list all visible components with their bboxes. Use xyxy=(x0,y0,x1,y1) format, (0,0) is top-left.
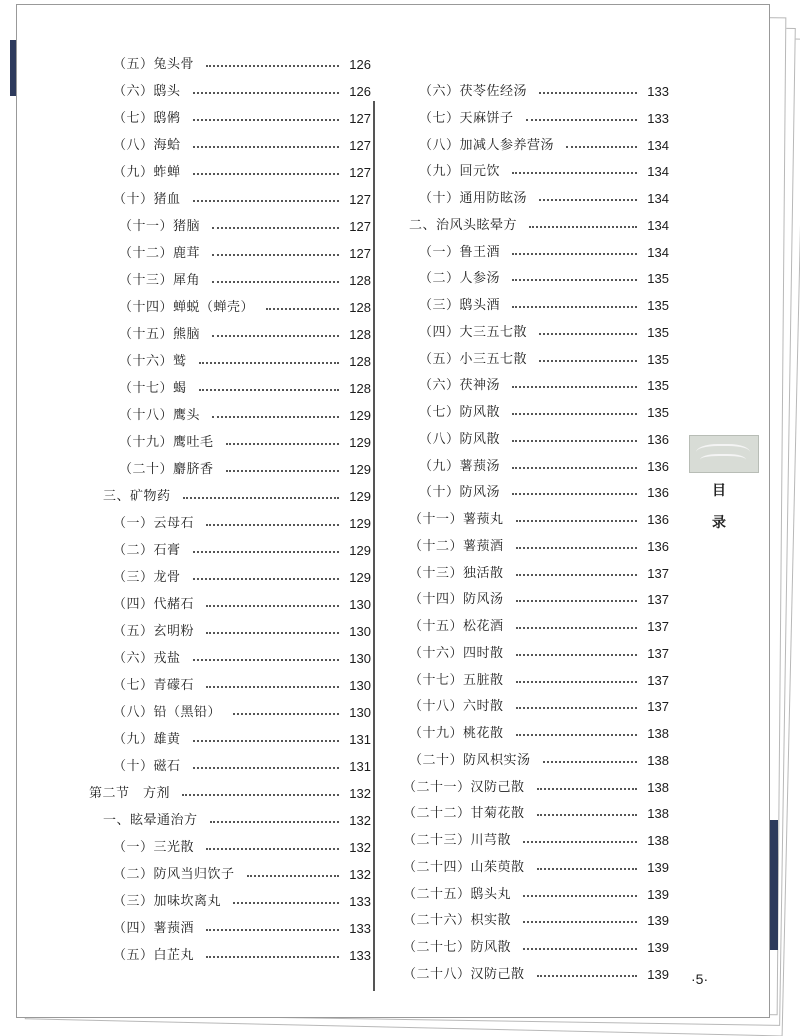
leader-dots xyxy=(537,788,638,790)
toc-entry xyxy=(409,211,669,233)
leader-dots xyxy=(193,173,340,175)
toc-entry xyxy=(113,77,371,99)
toc-entry-page: 137 xyxy=(647,672,669,688)
leader-dots xyxy=(512,413,637,415)
leader-dots xyxy=(199,389,340,391)
toc-entry-label: （二十七）防风散 xyxy=(403,940,512,955)
leader-dots xyxy=(512,306,637,308)
leader-dots xyxy=(566,146,637,148)
toc-entry-page: 134 xyxy=(647,164,669,180)
toc-entry xyxy=(119,374,371,396)
toc-entry xyxy=(419,184,669,206)
toc-entry xyxy=(113,833,371,855)
toc-entry xyxy=(113,509,371,531)
leader-dots xyxy=(206,848,339,850)
toc-entry-page: 128 xyxy=(349,381,371,396)
toc-entry-page: 139 xyxy=(647,913,669,929)
page-number: ·5· xyxy=(691,971,709,987)
toc-entry-page: 128 xyxy=(349,273,371,288)
toc-entry-label: （四）薯蓣酒 xyxy=(113,921,195,936)
toc-entry-label: （十）磁石 xyxy=(113,759,181,774)
toc-entry-label: （二）防风当归饮子 xyxy=(113,867,235,882)
toc-entry-page: 130 xyxy=(349,624,371,639)
toc-entry-label: （二十四）山茱萸散 xyxy=(403,859,525,875)
toc-entry xyxy=(113,860,371,882)
toc-entry xyxy=(403,880,669,902)
leader-dots xyxy=(193,92,340,94)
toc-entry xyxy=(409,719,669,741)
toc-entry xyxy=(113,50,371,72)
toc-entry xyxy=(119,212,371,234)
leader-dots xyxy=(512,467,637,469)
toc-entry-page: 132 xyxy=(349,786,371,801)
toc-entry-label: （八）加减人参养营汤 xyxy=(419,137,555,153)
toc-page xyxy=(16,4,770,1018)
toc-entry xyxy=(119,266,371,288)
toc-entry-page: 138 xyxy=(647,833,669,848)
toc-entry-page: 127 xyxy=(349,111,371,126)
toc-entry-page: 139 xyxy=(647,940,669,955)
toc-entry xyxy=(419,371,669,393)
toc-entry xyxy=(113,536,371,558)
toc-entry-label: 二、治风头眩晕方 xyxy=(409,217,518,233)
toc-entry-label: （十九）桃花散 xyxy=(409,726,504,741)
toc-entry-page: 131 xyxy=(349,732,371,747)
toc-entry-label: 一、眩晕通治方 xyxy=(103,813,198,828)
toc-entry-page: 127 xyxy=(349,246,371,261)
side-label-char: 目 xyxy=(712,483,728,499)
toc-entry xyxy=(409,559,669,581)
toc-entry xyxy=(403,960,669,982)
toc-entry-page: 133 xyxy=(647,110,669,126)
leader-dots xyxy=(529,226,637,228)
leader-dots xyxy=(212,416,339,418)
toc-entry xyxy=(419,398,669,420)
toc-entry-page: 127 xyxy=(349,219,371,234)
toc-entry xyxy=(113,644,371,666)
toc-entry-page: 134 xyxy=(647,137,669,153)
toc-entry-page: 128 xyxy=(349,354,371,369)
toc-entry-label: （二十一）汉防己散 xyxy=(403,779,525,795)
toc-entry-page: 132 xyxy=(349,813,371,828)
leader-dots xyxy=(516,681,638,683)
toc-entry-page: 130 xyxy=(349,678,371,693)
toc-entry-page: 127 xyxy=(349,192,371,207)
toc-entry-page: 130 xyxy=(349,705,371,720)
toc-entry-page: 137 xyxy=(647,619,669,634)
toc-entry xyxy=(113,752,371,774)
toc-entry-label: （七）鸱鸺 xyxy=(113,111,181,126)
toc-entry-page: 132 xyxy=(349,840,371,855)
toc-entry xyxy=(89,779,371,801)
toc-entry-label: （九）回元饮 xyxy=(419,164,501,180)
toc-entry-label: （六）鸱头 xyxy=(113,84,181,99)
toc-entry-page: 127 xyxy=(349,165,371,180)
toc-entry-page: 137 xyxy=(647,645,669,661)
toc-entry-page: 129 xyxy=(349,435,371,450)
toc-entry-label: （十一）薯蓣丸 xyxy=(409,512,504,527)
toc-entry-page: 135 xyxy=(647,324,669,340)
toc-entry-page: 135 xyxy=(647,298,669,313)
leader-dots xyxy=(206,65,339,67)
toc-entry-label: （十二）鹿茸 xyxy=(119,246,201,261)
toc-entry xyxy=(113,563,371,585)
leader-dots xyxy=(210,821,340,823)
leader-dots xyxy=(523,895,637,897)
toc-entry-label: （一）云母石 xyxy=(113,516,195,531)
toc-entry-label: （十四）防风汤 xyxy=(409,592,504,608)
leader-dots xyxy=(193,578,340,580)
toc-entry-page: 136 xyxy=(647,458,669,474)
toc-entry-label: （五）小三五七散 xyxy=(419,351,528,367)
leader-dots xyxy=(512,386,637,388)
toc-entry-label: （二十二）甘菊花散 xyxy=(403,806,525,822)
toc-entry-page: 133 xyxy=(349,948,371,963)
toc-entry-page: 136 xyxy=(647,512,669,527)
toc-entry xyxy=(403,906,669,928)
toc-entry-page: 127 xyxy=(349,138,371,153)
toc-entry-page: 130 xyxy=(349,597,371,612)
toc-entry-page: 129 xyxy=(349,408,371,423)
toc-entry xyxy=(403,933,669,955)
toc-entry xyxy=(419,238,669,260)
toc-entry xyxy=(119,239,371,261)
toc-entry-page: 133 xyxy=(349,894,371,909)
toc-entry xyxy=(113,887,371,909)
toc-entry xyxy=(113,590,371,612)
toc-entry-label: （十三）犀角 xyxy=(119,273,201,288)
toc-entry-label: （九）薯蓣汤 xyxy=(419,458,501,474)
toc-entry-page: 136 xyxy=(647,431,669,447)
toc-entry xyxy=(419,131,669,153)
toc-entry-label: （二十）麝脐香 xyxy=(119,462,214,477)
toc-entry xyxy=(113,725,371,747)
toc-entry xyxy=(119,401,371,423)
leader-dots xyxy=(516,574,638,576)
toc-entry-label: （六）茯苓佐经汤 xyxy=(419,84,528,99)
toc-entry-page: 128 xyxy=(349,300,371,315)
toc-entry xyxy=(113,671,371,693)
toc-entry-page: 136 xyxy=(647,538,669,554)
toc-entry-label: （十六）四时散 xyxy=(409,645,504,661)
toc-entry-page: 135 xyxy=(647,351,669,367)
toc-entry-label: （二十）防风枳实汤 xyxy=(409,752,531,768)
leader-dots xyxy=(537,814,638,816)
toc-entry xyxy=(409,639,669,661)
toc-entry-label: （五）玄明粉 xyxy=(113,624,195,639)
toc-entry-label: （二）石膏 xyxy=(113,543,181,558)
toc-entry xyxy=(113,617,371,639)
toc-entry xyxy=(419,478,669,500)
toc-entry-page: 138 xyxy=(647,726,669,741)
toc-entry-label: （十二）薯蓣酒 xyxy=(409,538,504,554)
leader-dots xyxy=(266,308,339,310)
toc-entry xyxy=(409,585,669,607)
toc-entry-label: （十五）熊脑 xyxy=(119,327,201,342)
leader-dots xyxy=(193,119,340,121)
leader-dots xyxy=(247,875,340,877)
toc-entry-page: 139 xyxy=(647,859,669,875)
leader-dots xyxy=(206,929,339,931)
toc-entry-label: （十一）猪脑 xyxy=(119,219,201,234)
toc-entry xyxy=(409,666,669,688)
toc-entry xyxy=(113,698,371,720)
toc-entry xyxy=(419,157,669,179)
toc-entry-label: （二十六）枳实散 xyxy=(403,913,512,929)
leader-dots xyxy=(206,632,339,634)
toc-entry-page: 135 xyxy=(647,405,669,420)
toc-entry xyxy=(403,826,669,848)
toc-entry-page: 129 xyxy=(349,570,371,585)
toc-entry-page: 137 xyxy=(647,699,669,715)
toc-entry-page: 139 xyxy=(647,886,669,902)
side-label-char: 录 xyxy=(712,515,728,531)
toc-entry-label: （一）三光散 xyxy=(113,840,195,855)
toc-entry-page: 129 xyxy=(349,543,371,558)
toc-entry-page: 135 xyxy=(647,378,669,394)
toc-entry xyxy=(113,941,371,963)
toc-entry xyxy=(419,318,669,340)
leader-dots xyxy=(233,713,339,715)
toc-entry xyxy=(113,131,371,153)
toc-entry-label: （四）代赭石 xyxy=(113,597,195,612)
leader-dots xyxy=(193,551,340,553)
toc-entry-label: （十六）鹫 xyxy=(119,354,187,369)
toc-entry xyxy=(103,806,371,828)
leader-dots xyxy=(539,199,637,201)
leader-dots xyxy=(226,443,340,445)
leader-dots xyxy=(537,975,638,977)
leader-dots xyxy=(206,605,339,607)
toc-entry-label: （十八）鹰头 xyxy=(119,408,201,423)
toc-entry-page: 134 xyxy=(647,191,669,206)
leader-dots xyxy=(516,520,638,522)
leader-dots xyxy=(212,227,339,229)
toc-entry xyxy=(409,746,669,768)
leader-dots xyxy=(516,600,638,602)
toc-entry-page: 138 xyxy=(647,779,669,795)
toc-entry-label: （十八）六时散 xyxy=(409,699,504,715)
toc-entry xyxy=(409,532,669,554)
toc-entry-page: 126 xyxy=(349,57,371,72)
toc-entry xyxy=(119,428,371,450)
toc-entry-page: 133 xyxy=(647,84,669,99)
toc-entry-label: （六）戎盐 xyxy=(113,651,181,666)
toc-entry xyxy=(419,425,669,447)
toc-entry-label: （五）白芷丸 xyxy=(113,948,195,963)
leader-dots xyxy=(516,734,638,736)
toc-entry xyxy=(409,612,669,634)
toc-entry-label: （十七）五脏散 xyxy=(409,672,504,688)
toc-entry xyxy=(419,104,669,126)
leader-dots xyxy=(512,279,637,281)
toc-entry-page: 129 xyxy=(349,462,371,477)
toc-entry-label: （十）通用防眩汤 xyxy=(419,191,528,206)
toc-entry-label: （九）蚱蝉 xyxy=(113,165,181,180)
toc-entry-page: 134 xyxy=(647,244,669,260)
toc-entry-label: （三）龙骨 xyxy=(113,570,181,585)
leader-dots xyxy=(182,794,339,796)
leader-dots xyxy=(516,707,638,709)
toc-entry xyxy=(403,773,669,795)
toc-entry xyxy=(419,452,669,474)
page-edge-bar xyxy=(770,820,778,950)
toc-entry-label: （七）天麻饼子 xyxy=(419,110,514,126)
toc-entry-page: 135 xyxy=(647,271,669,287)
toc-entry-label: 三、矿物药 xyxy=(103,489,171,504)
toc-entry-label: （十五）松花酒 xyxy=(409,619,504,634)
leader-dots xyxy=(206,956,339,958)
toc-entry xyxy=(103,482,371,504)
toc-entry-label: （十）防风汤 xyxy=(419,485,501,501)
toc-entry xyxy=(419,77,669,99)
toc-entry-label: （九）雄黄 xyxy=(113,732,181,747)
toc-entry xyxy=(113,185,371,207)
toc-entry-label: （二十五）鸱头丸 xyxy=(403,886,512,902)
toc-entry xyxy=(419,345,669,367)
toc-entry-label: （十三）独活散 xyxy=(409,565,504,581)
toc-entry-label: （四）大三五七散 xyxy=(419,324,528,340)
toc-entry xyxy=(419,264,669,286)
toc-entry-label: （八）防风散 xyxy=(419,431,501,447)
leader-dots xyxy=(516,654,638,656)
toc-entry xyxy=(419,291,669,313)
toc-entry-label: （五）兔头骨 xyxy=(113,57,195,72)
leader-dots xyxy=(183,497,340,499)
side-label xyxy=(705,475,735,539)
leader-dots xyxy=(226,470,340,472)
leader-dots xyxy=(516,627,638,629)
toc-entry-label: （三）加味坎离丸 xyxy=(113,894,222,909)
toc-entry-label: （八）海蛤 xyxy=(113,138,181,153)
toc-entry-label: （一）鲁王酒 xyxy=(419,244,501,260)
leader-dots xyxy=(523,841,637,843)
toc-entry-label: （六）茯神汤 xyxy=(419,378,501,394)
toc-entry-page: 136 xyxy=(647,485,669,501)
leader-dots xyxy=(523,948,637,950)
leader-dots xyxy=(512,493,637,495)
toc-entry-label: （八）铅（黑铅） xyxy=(113,705,222,720)
leader-dots xyxy=(212,254,339,256)
toc-entry-page: 134 xyxy=(647,217,669,233)
leader-dots xyxy=(193,200,340,202)
toc-entry xyxy=(409,692,669,714)
toc-entry xyxy=(409,505,669,527)
leader-dots xyxy=(523,921,637,923)
toc-entry-label: （二十八）汉防己散 xyxy=(403,966,525,982)
toc-entry-page: 129 xyxy=(349,516,371,531)
leader-dots xyxy=(212,281,339,283)
toc-entry xyxy=(403,853,669,875)
toc-entry-page: 133 xyxy=(349,921,371,936)
column-divider xyxy=(373,101,375,991)
toc-entry xyxy=(403,799,669,821)
toc-entry-page: 137 xyxy=(647,592,669,608)
leader-dots xyxy=(539,92,637,94)
leader-dots xyxy=(206,524,339,526)
leader-dots xyxy=(193,767,340,769)
toc-entry xyxy=(119,293,371,315)
toc-entry-label: （十）猪血 xyxy=(113,192,181,207)
leader-dots xyxy=(193,146,340,148)
toc-entry xyxy=(113,104,371,126)
leader-dots xyxy=(516,547,638,549)
toc-entry-page: 137 xyxy=(647,565,669,581)
toc-entry-label: （七）防风散 xyxy=(419,405,501,420)
toc-entry-page: 138 xyxy=(647,806,669,822)
leader-dots xyxy=(512,172,637,174)
toc-entry-page: 138 xyxy=(647,752,669,768)
leader-dots xyxy=(512,440,637,442)
leader-dots xyxy=(512,253,637,255)
toc-entry-label: （十九）鹰吐毛 xyxy=(119,435,214,450)
toc-entry-page: 130 xyxy=(349,651,371,666)
leader-dots xyxy=(206,686,339,688)
toc-entry-label: 第二节 方剂 xyxy=(89,786,171,801)
leader-dots xyxy=(526,119,638,121)
toc-entry-label: （二）人参汤 xyxy=(419,271,501,287)
toc-entry xyxy=(113,158,371,180)
toc-entry xyxy=(119,347,371,369)
leader-dots xyxy=(539,360,637,362)
leader-dots xyxy=(193,740,340,742)
toc-entry-label: （十四）蝉蜕（蝉壳） xyxy=(119,300,255,315)
toc-entry xyxy=(119,320,371,342)
leader-dots xyxy=(539,333,637,335)
leader-dots xyxy=(212,335,339,337)
toc-entry-label: （二十三）川芎散 xyxy=(403,833,512,848)
toc-entry xyxy=(119,455,371,477)
leader-dots xyxy=(543,761,638,763)
toc-entry-page: 132 xyxy=(349,867,371,882)
leader-dots xyxy=(199,362,340,364)
decorative-cloud-pattern xyxy=(689,435,759,473)
toc-entry xyxy=(113,914,371,936)
toc-entry-page: 129 xyxy=(349,489,371,504)
toc-entry-page: 126 xyxy=(349,84,371,99)
leader-dots xyxy=(193,659,340,661)
leader-dots xyxy=(537,868,638,870)
toc-entry-label: （七）青礞石 xyxy=(113,678,195,693)
toc-entry-page: 128 xyxy=(349,327,371,342)
toc-entry-label: （三）鸱头酒 xyxy=(419,298,501,313)
toc-entry-label: （十七）蝎 xyxy=(119,381,187,396)
toc-entry-page: 139 xyxy=(647,966,669,982)
leader-dots xyxy=(233,902,339,904)
toc-entry-page: 131 xyxy=(349,759,371,774)
